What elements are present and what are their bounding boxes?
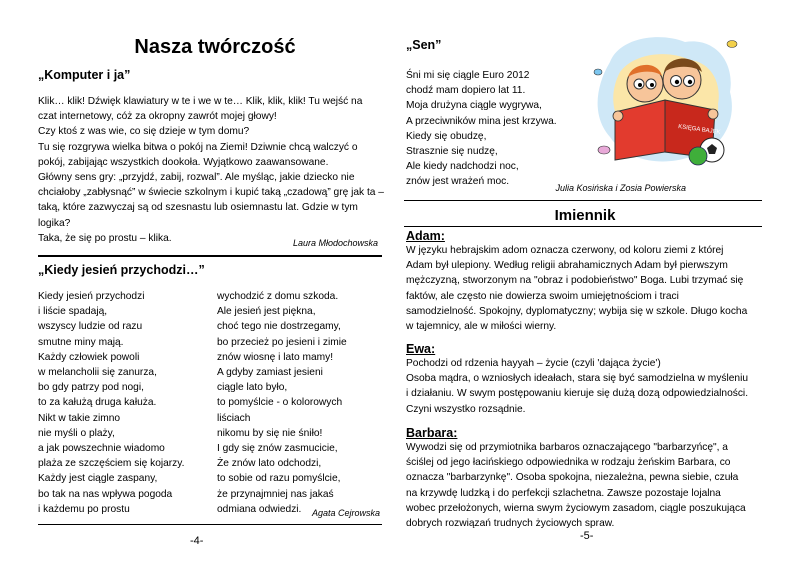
book-cover-text: KSIĘGA BAJEK: [677, 124, 721, 136]
poem-line: bo przecież po jesieni i zimie: [217, 336, 347, 348]
poem-line: to za kałużą druga kałuża.: [38, 397, 157, 409]
divider: [404, 200, 762, 201]
text-line: Taka, że się po prostu – klika.: [38, 232, 172, 244]
text-line: Główny sens gry: „przyjdź, zabij, rozwal”. Ale myśląc, jakie dziecko nie: [38, 172, 355, 184]
page-number-right: -5-: [580, 530, 594, 542]
poem-line: Kiedy się obudzę,: [406, 130, 487, 142]
name-label: Ewa:: [406, 342, 436, 356]
poem-line: znów jest wrażeń moc.: [406, 176, 510, 188]
text-line: Osoba mądra, o wzniosłych ideałach, stara się być samodzielna w myśleniu: [406, 373, 749, 385]
text-line: wobec przełożonych, wierna swym życiowym zasadom, ciągle poszukująca: [406, 502, 746, 514]
text-line: Adam był ulepiony. Według religii abrahamicznych Adam był pierwszym: [406, 260, 728, 272]
poem-line: chodź mam dopiero lat 11.: [406, 85, 526, 97]
name-description-adam: [406, 243, 766, 334]
poem-line: Każdy jest ciągle zaspany,: [38, 473, 158, 485]
poem-column-1: [38, 289, 213, 517]
article-heading-jesien: „Kiedy jesień przychodzi…”: [38, 263, 205, 277]
poem-line: nie myśli o plaży,: [38, 427, 115, 439]
text-line: Wywodzi się od przymiotnika barbaros oznaczającego "barbarzyńcę", a: [406, 442, 728, 453]
text-line: faktów, ale często nie dowierza swoim umiejętnościom i traci: [406, 290, 679, 302]
text-line: pokój, zabijając wszystkich dookoła. Wyjątkowo zaawansowane.: [38, 156, 329, 168]
poem-line: Ale jesień jest piękna,: [217, 306, 316, 318]
name-heading-adam: [406, 229, 445, 243]
author-julia-zosia: Julia Kosińska i Zosia Powierska: [555, 183, 686, 193]
poem-line: i liście spadają,: [38, 306, 108, 318]
divider: [38, 524, 382, 525]
page-number-left: -4-: [190, 535, 204, 547]
text-line: taką, które zazwyczaj są od szesnastu lub osiemnastu lat. Gdzie w tym: [38, 202, 358, 214]
poem-line: Śni mi się ciągle Euro 2012: [406, 70, 530, 81]
text-line: Klik… klik! Dźwięk klawiatury w te i we w te… Klik, klik, klik! Tu wejść na: [38, 96, 363, 107]
text-line: i działaniu. W swym postępowaniu kieruje się dużą dozą odpowiedzialności.: [406, 388, 749, 400]
name-heading-ewa: [406, 342, 435, 356]
poem-line: Ale kiedy nadchodzi noc,: [406, 161, 519, 173]
poem-line: ciągle lato było,: [217, 382, 288, 394]
poem-line: wychodzić z domu szkoda.: [217, 291, 339, 302]
text-line: oznacza "barbarzynkę". Osoba spokojna, niezależna, pewna siebie, czuła: [406, 472, 739, 484]
poem-line: bo tak na nas wpływa pogoda: [38, 488, 173, 500]
poem-line: A gdyby zamiast jesieni: [217, 367, 323, 379]
text-line: w tajemnicy, ale w miłości wierny.: [406, 321, 557, 333]
imiennik-title: Imiennik: [554, 207, 616, 224]
page-title: Nasza twórczość: [134, 36, 296, 58]
poem-line: choć tego nie dostrzegamy,: [217, 321, 341, 333]
text-line: Czyni wszystko rozsądnie.: [406, 403, 526, 415]
poem-line: plaża ze szczęściem się kojarzy.: [38, 458, 185, 470]
text-line: samodzielność. Spokojny, dyplomatyczny; wybija się w szkole. Długo kocha: [406, 305, 748, 317]
name-heading-barbara: [406, 426, 457, 440]
text-line: mężczyzną, stworzonym na "obraz i podobieństwo" Boga. Lubi trzymać się: [406, 275, 744, 287]
poem-line: to sobie od razu pomyślcie,: [217, 473, 341, 485]
text-line: dobrych rozwiązań trudnych życiowych spraw.: [406, 518, 615, 530]
article-heading-komputer: „Komputer i ja”: [38, 68, 131, 82]
name-label: Adam:: [406, 229, 445, 243]
poem-line: liściach: [217, 412, 251, 424]
divider: [404, 226, 762, 227]
poem-line: Moja drużyna ciągle wygrywa,: [406, 100, 542, 112]
text-line: ściślej od jego łacińskiego odpowiednika w rodzaju żeńskim Barbara, co: [406, 457, 731, 469]
poem-line: wszyscy ludzie od razu: [38, 321, 143, 333]
text-line: na krzywdę ludzką i do perfekcji szlachetna. Zawsze pozostaje lojalna: [406, 487, 721, 499]
poem-line: A przeciwników mina jest krzywa.: [406, 115, 557, 127]
poem-line: smutne miny mają.: [38, 336, 124, 348]
poem-column-2: [217, 289, 382, 517]
poem-line: że przynajmniej nas jakaś: [217, 488, 334, 500]
name-label: Barbara:: [406, 426, 458, 440]
divider: [38, 255, 382, 257]
poem-line: w melancholii się zanurza,: [38, 367, 157, 379]
poem-sen: [406, 68, 606, 190]
author-agata: Agata Cejrowska: [311, 508, 380, 518]
poem-line: to pomyślcie - o kolorowych: [217, 397, 343, 409]
poem-line: Że znów lato odchodzi,: [217, 458, 322, 470]
poem-line: i każdemu po prostu: [38, 503, 130, 515]
text-line: Tu się rozgrywa wielka bitwa o pokój na Ziemi! Dziwnie chcą walczyć o: [38, 141, 358, 153]
name-description-ewa: [406, 356, 766, 417]
poem-line: I gdy się znów zasmucicie,: [217, 443, 338, 455]
poem-line: Kiedy jesień przychodzi: [38, 291, 145, 302]
text-line: Czy ktoś z was wie, co się dzieje w tym domu?: [38, 126, 250, 138]
poem-line: nikomu by się nie śniło!: [217, 427, 323, 439]
author-laura: Laura Młodochowska: [292, 238, 378, 248]
name-description-barbara: [406, 440, 766, 531]
text-line: czat internetowy, cóż za okropny zawrót mojej głowy!: [38, 111, 277, 123]
text-line: Pochodzi od rdzenia hayyah – życie (czyli 'dająca życie'): [406, 358, 661, 369]
text-line: chciałoby „zabłysnąć” w świecie szkolnym i kupić taką „czadową” grę jak ta –: [38, 187, 384, 199]
article-body-komputer: [38, 94, 384, 246]
poem-line: Każdy człowiek powoli: [38, 351, 140, 363]
text-line: W języku hebrajskim adom oznacza czerwony, od koloru ziemi z której: [406, 245, 724, 256]
poem-line: znów wiosnę i lato mamy!: [217, 351, 334, 363]
poem-line: Nikt w takie zimno: [38, 412, 121, 424]
poem-line: Strasznie się nudzę,: [406, 146, 498, 158]
poem-heading-sen: „Sen”: [406, 38, 442, 52]
poem-line: bo gdy patrzy pod nogi,: [38, 382, 144, 394]
poem-line: odmiana odwiedzi.: [217, 503, 302, 515]
poem-line: a jak powszechnie wiadomo: [38, 443, 165, 455]
text-line: logika?: [38, 217, 71, 229]
kids-reading-illustration: [590, 32, 740, 172]
